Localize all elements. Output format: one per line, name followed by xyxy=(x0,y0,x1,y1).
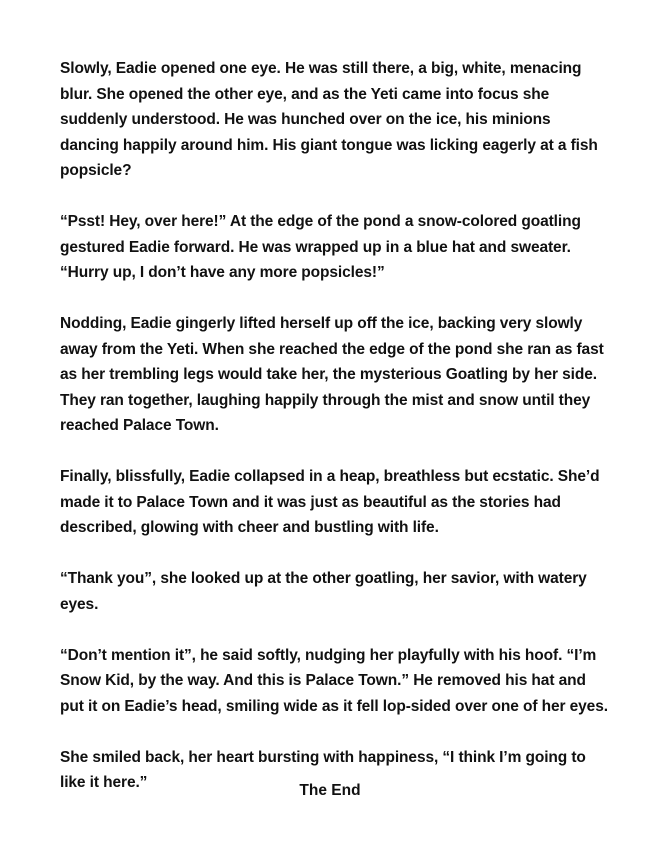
paragraph-2: “Psst! Hey, over here!” At the edge of the pond a snow-colored goatling gestured Eadie forward. He was wrapped up in a blue hat and sweater. “Hurry up, I don’t have any more popsicles!” xyxy=(60,213,581,281)
paragraph-7: She smiled back, her heart bursting with happiness, “I think I’m going to like it here.” xyxy=(60,748,586,791)
paragraph-6: “Don’t mention it”, he said softly, nudging her playfully with his hoof. “I’m Snow Kid, by the way. And this is Palace Town.” He removed his hat and put it on Eadie’s head, smiling wide as it fell lop-sided over one of her eyes. xyxy=(60,646,608,715)
story-text xyxy=(60,56,608,796)
paragraph-3: Nodding, Eadie gingerly lifted herself up off the ice, backing very slowly away from the Yeti. When she reached the edge of the pond she ran as fast as her trembling legs would take her, the mysterious Goatling by her side. They ran together, laughing happily through the mist and snow until they reached Palace Town. xyxy=(60,315,604,434)
paragraph-1: Slowly, Eadie opened one eye. He was still there, a big, white, menacing blur. She opened the other eye, and as the Yeti came into focus she suddenly understood. He was hunched over on the ice, his minions dancing happily around him. His giant tongue was licking eagerly at a fish popsicle? xyxy=(60,60,598,179)
the-end-label: The End xyxy=(299,782,361,799)
paragraph-4: Finally, blissfully, Eadie collapsed in a heap, breathless but ecstatic. She’d made it to Palace Town and it was just as beautiful as the stories had described, glowing with cheer and bustling with life. xyxy=(60,468,600,536)
paragraph-5: “Thank you”, she looked up at the other goatling, her savior, with watery eyes. xyxy=(60,570,587,613)
